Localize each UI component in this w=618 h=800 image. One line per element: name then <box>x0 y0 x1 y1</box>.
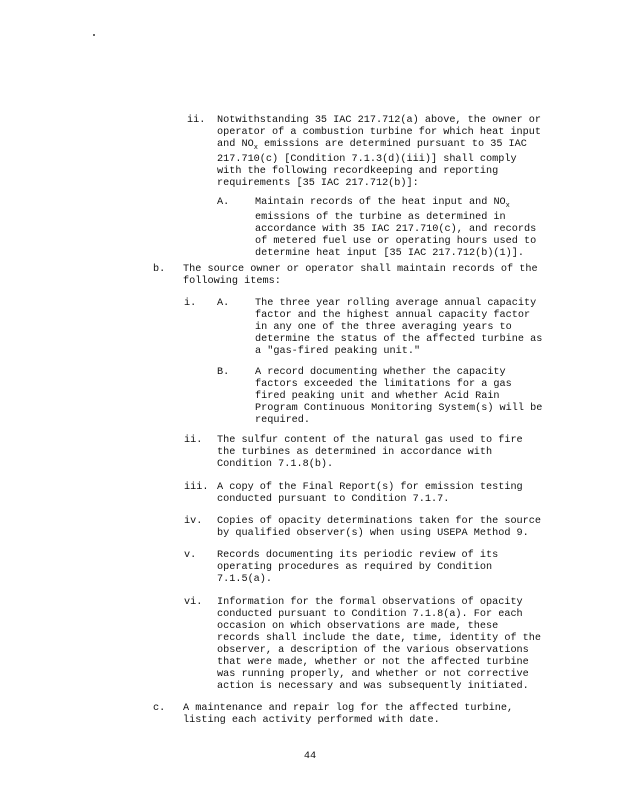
page-number: 44 <box>303 751 317 762</box>
list-item-text: Notwithstanding 35 IAC 217.712(a) above, the owner or operator of a combustion turbine for which heat input and $NO_x$ emissions are determined pursuant to 35 IAC 217.710(c) [Condition 7.1.3(d)(iii)] shall comply with the following recordkeeping and reporting requirements [35 IAC 217.712(b)]: <box>217 115 542 190</box>
list-item-text: Maintain records of the heat input and $NO_x$ emissions of the turbine as determined in accordance with 35 IAC 217.710(c), and records of metered fuel use or operating hours used to determine heat input [35 IAC 217.712(b)(1)]. <box>255 197 537 260</box>
subscript: x <box>253 144 258 153</box>
list-label: ii. <box>184 435 203 446</box>
list-label: A. <box>217 197 230 208</box>
list-item-text: The sulfur content of the natural gas used to fire the turbines as determined in accordance with Condition 7.1.8(b). <box>217 435 523 470</box>
list-label: iii. <box>184 482 209 493</box>
list-item-text: A copy of the Final Report(s) for emission testing conducted pursuant to Condition 7.1.7. <box>217 482 523 505</box>
list-label: ii. <box>187 115 206 126</box>
scan-speck <box>93 34 95 36</box>
list-item-text: Records documenting its periodic review of its operating procedures as required by Condition 7.1.5(a). <box>217 550 499 585</box>
list-label: b. <box>153 264 166 275</box>
list-label: A. <box>217 298 230 309</box>
list-label: i. <box>184 298 197 309</box>
list-label: B. <box>217 367 230 378</box>
list-item-text: The three year rolling average annual capacity factor and the highest annual capacity factor in any one of the three averaging years to determine the status of the affected turbine as a "gas-fired peaking unit." <box>255 298 543 357</box>
subscript: x <box>505 202 510 211</box>
list-item-text: The source owner or operator shall maintain records of the following items: <box>183 264 538 287</box>
list-item-text: Information for the formal observations of opacity conducted pursuant to Condition 7.1.8(a). For each occasion on which observations are made, these records shall include the date, time, identity of the observer, a description of the various observations that were made, whether or not the affected turbine was running properly, and whether or not corrective action is necessary and was subsequently initiated. <box>217 597 542 692</box>
list-item-text: Copies of opacity determinations taken for the source by qualified observer(s) when using USEPA Method 9. <box>217 516 542 539</box>
list-item-text: A maintenance and repair log for the affected turbine, listing each activity performed with date. <box>183 703 514 726</box>
list-label: v. <box>184 550 197 561</box>
list-item-text: A record documenting whether the capacity factors exceeded the limitations for a gas fired peaking unit and whether Acid Rain Program Continuous Monitoring System(s) will be required. <box>255 367 543 426</box>
list-label: c. <box>153 703 166 714</box>
list-label: vi. <box>184 597 203 608</box>
list-label: iv. <box>184 516 203 527</box>
